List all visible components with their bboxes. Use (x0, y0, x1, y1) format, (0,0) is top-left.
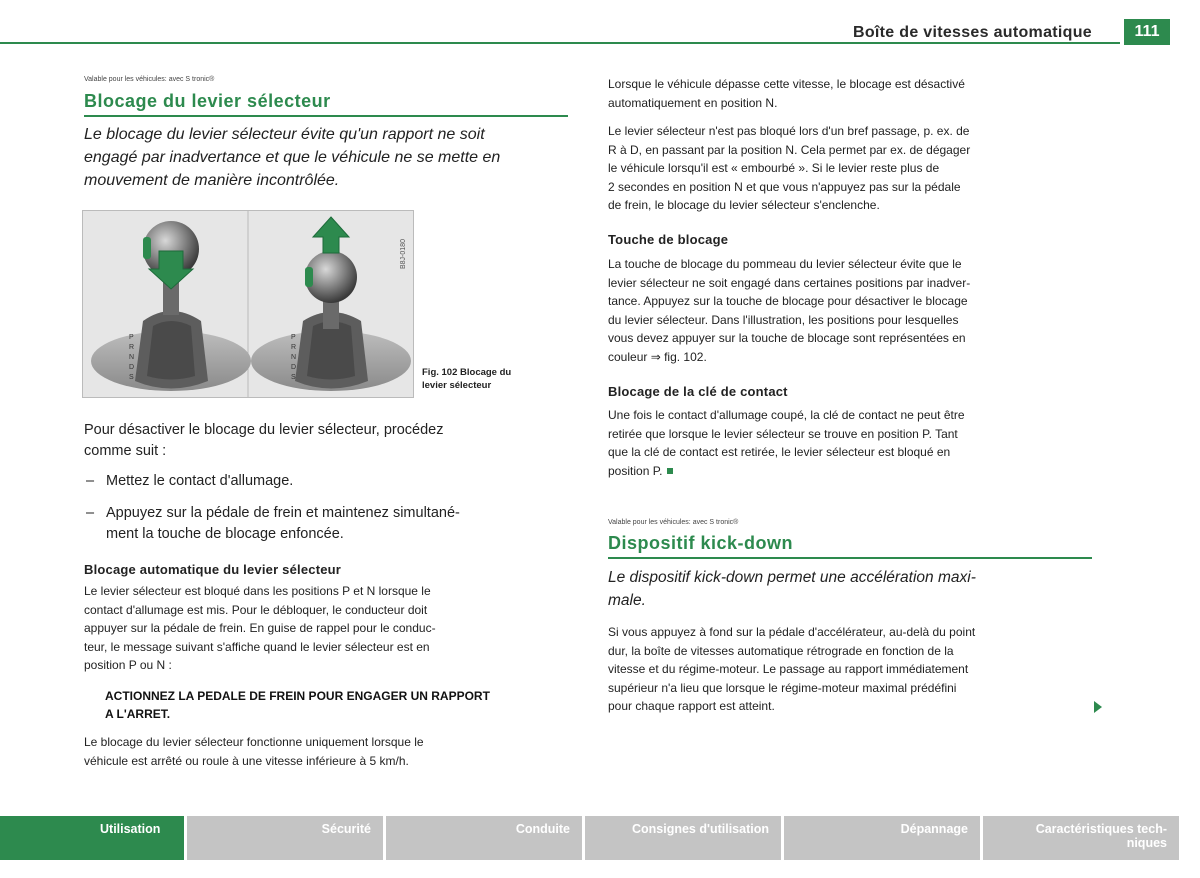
text-line: contact d'allumage est mis. Pour le débloquer, le conducteur doit (84, 602, 428, 617)
footer-tab-depannage[interactable]: Dépannage (784, 816, 980, 860)
end-of-section-marker (667, 468, 673, 474)
footer-tab-utilisation[interactable]: Utilisation (0, 816, 184, 860)
section-title-kickdown: Dispositif kick-down (608, 533, 794, 553)
subsection-title-auto: Blocage automatique du levier sélecteur (84, 562, 342, 577)
text-line: automatiquement en position N. (608, 95, 778, 110)
intro-line: mouvement de manière incontrôlée. (84, 172, 340, 189)
footer-tab-securite[interactable]: Sécurité (187, 816, 383, 860)
section-intro (84, 123, 574, 192)
validity-note: Valable pour les véhicules: avec S tronic® (84, 76, 215, 83)
chapter-title: Boîte de vitesses automatique (853, 24, 1092, 41)
intro-line: engagé par inadvertance et que le véhicule ne se mette en (84, 149, 501, 166)
header-rule (0, 42, 1120, 44)
footer-tab-conduite[interactable]: Conduite (386, 816, 582, 860)
subsection-title-cle: Blocage de la clé de contact (608, 384, 788, 399)
right-paragraph-1 (608, 75, 1098, 112)
gate-letter: R (291, 344, 297, 351)
procedure-line: comme suit : (84, 443, 167, 459)
text-line: position P ou N : (84, 658, 172, 672)
text-line: dur, la boîte de vitesses automatique rétrograde en fonction de la (608, 643, 954, 658)
text-line: Le blocage du levier sélecteur fonctionne uniquement lorsque le (84, 735, 424, 749)
procedure-line: Pour désactiver le blocage du levier sélecteur, procédez (84, 422, 444, 438)
footer-tab-consignes[interactable]: Consignes d'utilisation (585, 816, 781, 860)
text-line: Le levier sélecteur n'est pas bloqué lors d'un bref passage, p. ex. de (608, 124, 970, 138)
text-line: couleur ⇒ fig. 102. (608, 349, 707, 364)
intro-line: Le dispositif kick-down permet une accélération maxi- (608, 569, 976, 586)
step-dash: – (86, 505, 95, 521)
final-paragraph (84, 733, 564, 770)
text-line: Une fois le contact d'allumage coupé, la clé de contact ne peut être (608, 408, 965, 422)
figure-caption (422, 366, 511, 392)
text-line: pour chaque rapport est atteint. (608, 699, 775, 713)
intro-line: male. (608, 592, 646, 609)
gate-letter: P (129, 334, 134, 341)
footer-tab-caracteristiques[interactable] (983, 816, 1179, 860)
validity-note-2: Valable pour les véhicules: avec S tronic® (608, 519, 739, 526)
text-line (608, 462, 1098, 481)
text-line: Le levier sélecteur est bloqué dans les positions P et N lorsque le (84, 584, 431, 598)
step-text: Mettez le contact d'allumage. (106, 473, 294, 489)
text-line: vous devez appuyer sur la touche de blocage sont représentées en (608, 331, 966, 345)
text-line: le véhicule lorsqu'il est « embourbé ». Si le levier reste plus de (608, 161, 940, 175)
footer-tab-label: Caractéristiques tech- (1035, 822, 1167, 836)
gear-shifter-illustration (83, 211, 413, 397)
right-paragraph-2 (608, 122, 1098, 215)
gate-letter: P (291, 334, 296, 341)
text-line: La touche de blocage du pommeau du levier sélecteur évite que le (608, 257, 962, 271)
figure-code: B8J-0180 (400, 239, 407, 269)
subsection-title-touche: Touche de blocage (608, 232, 729, 247)
text-line: teur, le message suivant s'affiche quand le levier sélecteur est en (84, 639, 430, 654)
text-line: du levier sélecteur. Dans l'illustration, les positions pour lesquelles (608, 312, 959, 327)
step-item (86, 471, 566, 492)
step-text: ment la touche de blocage enfoncée. (106, 526, 344, 542)
step-text: Appuyez sur la pédale de frein et maintenez simultané- (106, 505, 460, 521)
text-line: que la clé de contact est retirée, le levier sélecteur est bloqué en (608, 445, 951, 459)
caption-line: levier sélecteur (422, 380, 492, 391)
text-line: véhicule est arrêté ou roule à une vitesse inférieure à 5 km/h. (84, 753, 409, 768)
text-line: retirée que lorsque le levier sélecteur se trouve en position P. Tant (608, 426, 958, 441)
text-line: 2 secondes en position N et que vous n'appuyez pas sur la pédale (608, 179, 961, 194)
text-line: de frein, le blocage du levier sélecteur s'enclenche. (608, 198, 880, 212)
text-line: Si vous appuyez à fond sur la pédale d'accélérateur, au-delà du point (608, 625, 976, 639)
warning-line: A L'ARRET. (105, 707, 171, 721)
gate-letter: N (291, 354, 297, 361)
section-rule (84, 115, 568, 117)
text-line: Lorsque le véhicule dépasse cette vitesse, le blocage est désactivé (608, 77, 965, 91)
continue-arrow-icon (1094, 701, 1102, 713)
gate-letter: N (129, 354, 135, 361)
footer-tab-label: niques (1126, 836, 1167, 850)
step-dash: – (86, 473, 95, 489)
gate-letter: S (291, 374, 296, 381)
text-line: appuyer sur la pédale de frein. En guise de rappel pour le conduc- (84, 621, 436, 635)
auto-paragraph (84, 582, 564, 675)
kickdown-paragraph (608, 623, 1098, 716)
text-line: vitesse et du régime-moteur. Le passage au rapport immédiatement (608, 662, 969, 676)
procedure-intro (84, 420, 564, 462)
warning-line: ACTIONNEZ LA PEDALE DE FREIN POUR ENGAGER UN RAPPORT (105, 689, 490, 703)
text-line: levier sélecteur ne soit engagé dans certaines positions par inadver- (608, 275, 971, 290)
section-title-blocage: Blocage du levier sélecteur (84, 91, 331, 111)
text-line-end: position P. (608, 463, 663, 478)
page-number: 111 (1124, 19, 1170, 45)
step-item (86, 503, 566, 545)
gate-letter: R (129, 344, 135, 351)
figure-102 (82, 210, 414, 398)
gate-letter: D (291, 364, 297, 371)
text-line: tance. Appuyez sur la touche de blocage pour désactiver le blocage (608, 294, 968, 308)
warning-message (105, 687, 575, 723)
section-rule-2 (608, 557, 1092, 559)
intro-line: Le blocage du levier sélecteur évite qu'un rapport ne soit (84, 126, 485, 143)
cle-paragraph (608, 406, 1098, 480)
kickdown-intro (608, 566, 1098, 612)
text-line: supérieur n'a lieu que lorsque le régime-moteur maximal prédéfini (608, 680, 957, 695)
gate-letter: S (129, 374, 134, 381)
touche-paragraph (608, 255, 1098, 366)
caption-line: Fig. 102 Blocage du (422, 367, 512, 378)
gate-letter: D (129, 364, 135, 371)
text-line: R à D, en passant par la position N. Cela permet par ex. de dégager (608, 142, 971, 157)
